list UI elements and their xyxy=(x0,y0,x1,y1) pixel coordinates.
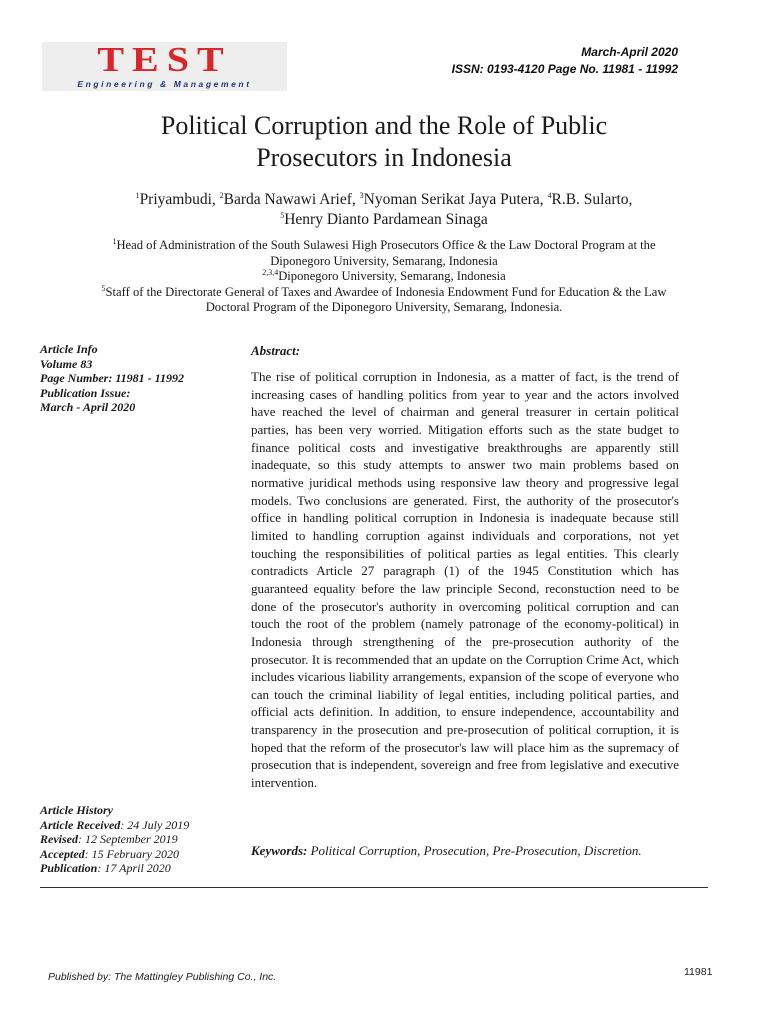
issue-info xyxy=(452,44,678,78)
history-received xyxy=(40,818,245,833)
logo-subtitle: Engineering & Management xyxy=(77,79,252,89)
affiliation-2 xyxy=(30,269,738,285)
history-label: Accepted xyxy=(40,846,85,861)
journal-logo xyxy=(42,39,287,91)
divider-rule xyxy=(40,887,708,888)
title-line-1: Political Corruption and the Role of Public xyxy=(160,111,608,140)
affiliation-3 xyxy=(30,285,738,301)
author-marker: 5 xyxy=(280,210,285,220)
authors-line-1 xyxy=(40,190,728,210)
logo-wordmark: TEST xyxy=(97,39,232,79)
affiliation-text: Staff of the Directorate General of Taxes and Awardee of Indonesia Endowment Fund for Education & the Law xyxy=(105,284,667,299)
publication-issue: March - April 2020 xyxy=(40,400,136,414)
paper-title xyxy=(60,110,708,174)
publication-issue-label: Publication Issue: xyxy=(40,385,131,400)
author-name: R.B. Sularto, xyxy=(551,191,633,208)
article-info-heading: Article Info xyxy=(40,342,98,356)
title-line-2: Prosecutors in Indonesia xyxy=(256,143,512,172)
publisher-footer: Published by: The Mattingley Publishing Co., Inc. xyxy=(48,971,277,983)
author-name: Henry Dianto Pardamean Sinaga xyxy=(284,211,488,228)
article-volume: Volume 83 xyxy=(40,356,93,371)
issn-line: ISSN: 0193-4120 Page No. 11981 - 11992 xyxy=(451,62,678,76)
affiliation-text: Head of Administration of the South Sulawesi High Prosecutors Office & the Law Doctoral Program at the xyxy=(116,238,656,252)
author-marker: 2 xyxy=(219,190,224,200)
author-marker: 1 xyxy=(135,190,140,200)
author-list xyxy=(40,190,728,230)
keywords xyxy=(251,842,679,859)
page-number: 11981 xyxy=(684,966,713,978)
authors-line-2 xyxy=(40,210,728,230)
history-label: Publication xyxy=(40,861,98,875)
affiliation-3-cont: Doctoral Program of the Diponegoro University, Semarang, Indonesia. xyxy=(205,300,563,314)
affiliation-marker: 2,3,4 xyxy=(262,267,279,277)
history-label: Revised xyxy=(40,832,78,846)
abstract-text: The rise of political corruption in Indonesia, as a matter of fact, is the trend of increasing cases of handling politics from year to year and the actors involved have reached the level of chairman and general treasurer in certain political parties, has been very worried. Mitigation efforts such as the state budget to finance political costs and investigative breakthroughs are apparently still inadequate, so this study attempts to answer two main problems based on normative juridical methods using responsive law theory and progressive legal models. Two conclusions are generated. First, the authority of the prosecutor's office in handling political corruption in Indonesia is inadequate because still limited to handling corruption against individuals and corporations, not yet touching the responsibilities of political parties as legal entities. This clearly contradicts Article 27 paragraph (1) of the 1945 Constitution which has guaranteed equality before the law principle Second, reconstuction need to be done of the prosecutor's authority in overcoming political corruption and can touch the root of the problem (namely patronage of the economy-political) in Indonesia through strengthening of the pre-prosecution authority of the prosecutor. It is recommended that an update on the Corruption Crime Act, which includes vicarious liability arrangements, expansion of the scope of everyone who can touch the criminal liability of legal entities, including political parties, and official acts definition. In addition, to ensure independence, accountability and transparency in the prosecution and pre-prosecution of political corruption, it is hoped that the reform of the prosecutor's law will place him as the supremacy of prosecution that is independent, sovereign and free from legislative and executive intervention. xyxy=(251,369,679,791)
author-marker: 3 xyxy=(359,190,364,200)
keywords-text: Political Corruption, Prosecution, Pre-Prosecution, Discretion. xyxy=(310,843,642,858)
history-revised xyxy=(40,832,245,847)
article-info xyxy=(40,342,240,415)
history-date: : 17 April 2020 xyxy=(97,861,171,875)
issue-date: March-April 2020 xyxy=(581,45,678,59)
history-label: Article Received xyxy=(40,817,121,832)
author-name: Nyoman Serikat Jaya Putera, xyxy=(363,191,548,208)
author-name: Priyambudi, xyxy=(139,191,220,208)
article-history xyxy=(40,803,245,876)
history-date: : 12 September 2019 xyxy=(78,832,178,846)
affiliations xyxy=(30,238,738,316)
history-date: : 15 February 2020 xyxy=(84,846,179,861)
article-history-heading: Article History xyxy=(40,803,113,817)
affiliation-text: Diponegoro University, Semarang, Indonesia xyxy=(278,269,506,283)
history-publication xyxy=(40,861,245,876)
affiliation-marker: 1 xyxy=(112,236,117,246)
history-date: : 24 July 2019 xyxy=(120,817,190,832)
affiliation-1-cont: Diponegoro University, Semarang, Indonesia xyxy=(270,253,498,268)
affiliation-1 xyxy=(30,238,738,254)
history-accepted xyxy=(40,847,245,862)
keywords-label: Keywords: xyxy=(251,843,308,858)
author-name: Barda Nawawi Arief, xyxy=(223,191,360,208)
author-marker: 4 xyxy=(547,190,552,200)
affiliation-marker: 5 xyxy=(101,283,106,293)
article-page-number: Page Number: 11981 - 11992 xyxy=(40,371,184,385)
abstract-heading: Abstract: xyxy=(251,343,301,358)
